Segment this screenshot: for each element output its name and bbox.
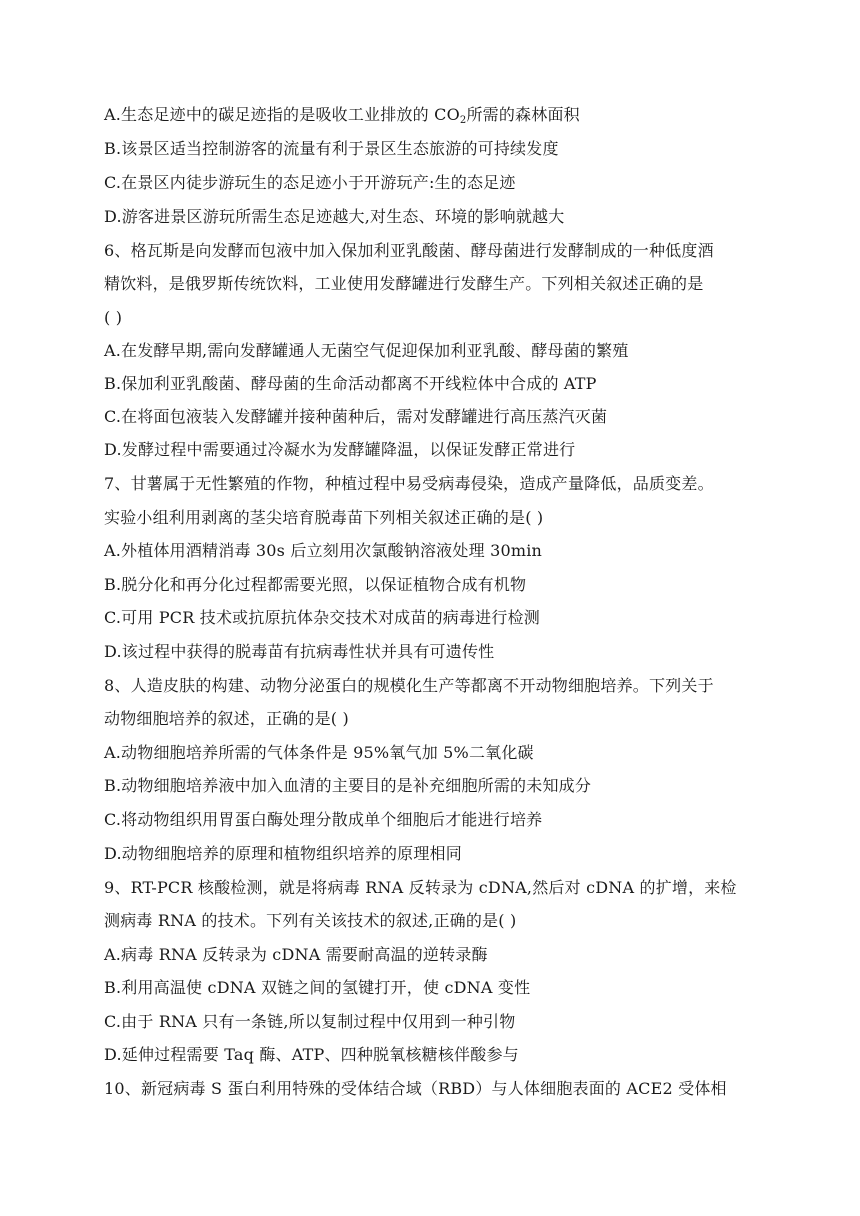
q8-option-a: A.动物细胞培养所需的气体条件是 95%氧气加 5%二氧化碳 [104,743,534,762]
co2-subscript: 2 [459,115,467,126]
q5-option-c: C.在景区内徒步游玩生的态足迹小于开游玩产:生的态足迹 [104,173,516,192]
q9-option-b: B.利用高温使 cDNA 双链之间的氢键打开，使 cDNA 变性 [104,978,531,997]
q7-stem-line-2: 实验小组利用剥离的茎尖培育脱毒苗下列相关叙述正确的是( ) [104,508,544,527]
q5-option-a [104,104,764,126]
q9-stem-line-2: 测病毒 RNA 的技术。下列有关该技术的叙述,正确的是( ) [104,911,517,930]
q9-stem-line-1: 9、RT-PCR 核酸检测，就是将病毒 RNA 反转录为 cDNA,然后对 cDNA 的扩增，来检 [104,878,737,897]
q8-option-d: D.动物细胞培养的原理和植物组织培养的原理相同 [104,844,462,863]
q9-option-d: D.延伸过程需要 Taq 酶、ATP、四种脱氧核糖核伴酸参与 [104,1045,519,1064]
q6-option-c: C.在将面包液装入发酵罐并接种菌种后，需对发酵罐进行高压蒸汽灭菌 [104,407,608,426]
q8-stem-line-1: 8、人造皮肤的构建、动物分泌蛋白的规模化生产等都离不开动物细胞培养。下列关于 [104,676,714,695]
q8-option-c: C.将动物组织用胃蛋白酶处理分散成单个细胞后才能进行培养 [104,810,543,829]
q6-option-d: D.发酵过程中需要通过冷凝水为发酵罐降温，以保证发酵正常进行 [104,440,576,459]
q6-stem-line-1: 6、格瓦斯是向发酵而包液中加入保加利亚乳酸菌、酵母菌进行发酵制成的一种低度酒 [104,241,714,260]
q7-option-c: C.可用 PCR 技术或抗原抗体杂交技术对成苗的病毒进行检测 [104,608,540,627]
q7-option-a: A.外植体用酒精消毒 30s 后立刻用次氯酸钠溶液处理 30min [104,541,543,560]
q7-stem-line-1: 7、甘薯属于无性繁殖的作物，种植过程中易受病毒侵染，造成产量降低，品质变差。 [104,474,714,493]
q6-stem-line-2: 精饮料，是俄罗斯传统饮料，工业使用发酵罐进行发酵生产。下列相关叙述正确的是 [104,274,704,293]
q8-stem-line-2: 动物细胞培养的叙述，正确的是( ) [104,709,349,728]
q9-option-c: C.由于 RNA 只有一条链,所以复制过程中仅用到一种引物 [104,1012,516,1031]
q5-option-a-text-end: 所需的森林面积 [466,105,580,124]
q5-option-b: B.该景区适当控制游客的流量有利于景区生态旅游的可持续发度 [104,139,559,158]
q6-option-b: B.保加利亚乳酸菌、酵母菌的生命活动都离不开线粒体中合成的 ATP [104,374,597,393]
q9-option-a: A.病毒 RNA 反转录为 cDNA 需要耐高温的逆转录酶 [104,945,488,964]
q5-option-a-text: A.生态足迹中的碳足迹指的是吸收工业排放的 CO [104,105,460,124]
q6-option-a: A.在发酵早期,需向发酵罐通人无菌空气促迎保加利亚乳酸、酵母菌的繁殖 [104,341,629,360]
q10-stem-line-1: 10、新冠病毒 S 蛋白利用特殊的受体结合域（RBD）与人体细胞表面的 ACE2 受体相 [104,1079,727,1098]
q7-option-d: D.该过程中获得的脱毒苗有抗病毒性状并具有可遗传性 [104,642,495,661]
q6-answer-blank: ( ) [104,308,123,327]
q8-option-b: B.动物细胞培养液中加入血清的主要目的是补充细胞所需的未知成分 [104,776,592,795]
q5-option-d: D.游客进景区游玩所需生态足迹越大,对生态、环境的影响就越大 [104,207,565,226]
q7-option-b: B.脱分化和再分化过程都需要光照，以保证植物合成有机物 [104,575,527,594]
